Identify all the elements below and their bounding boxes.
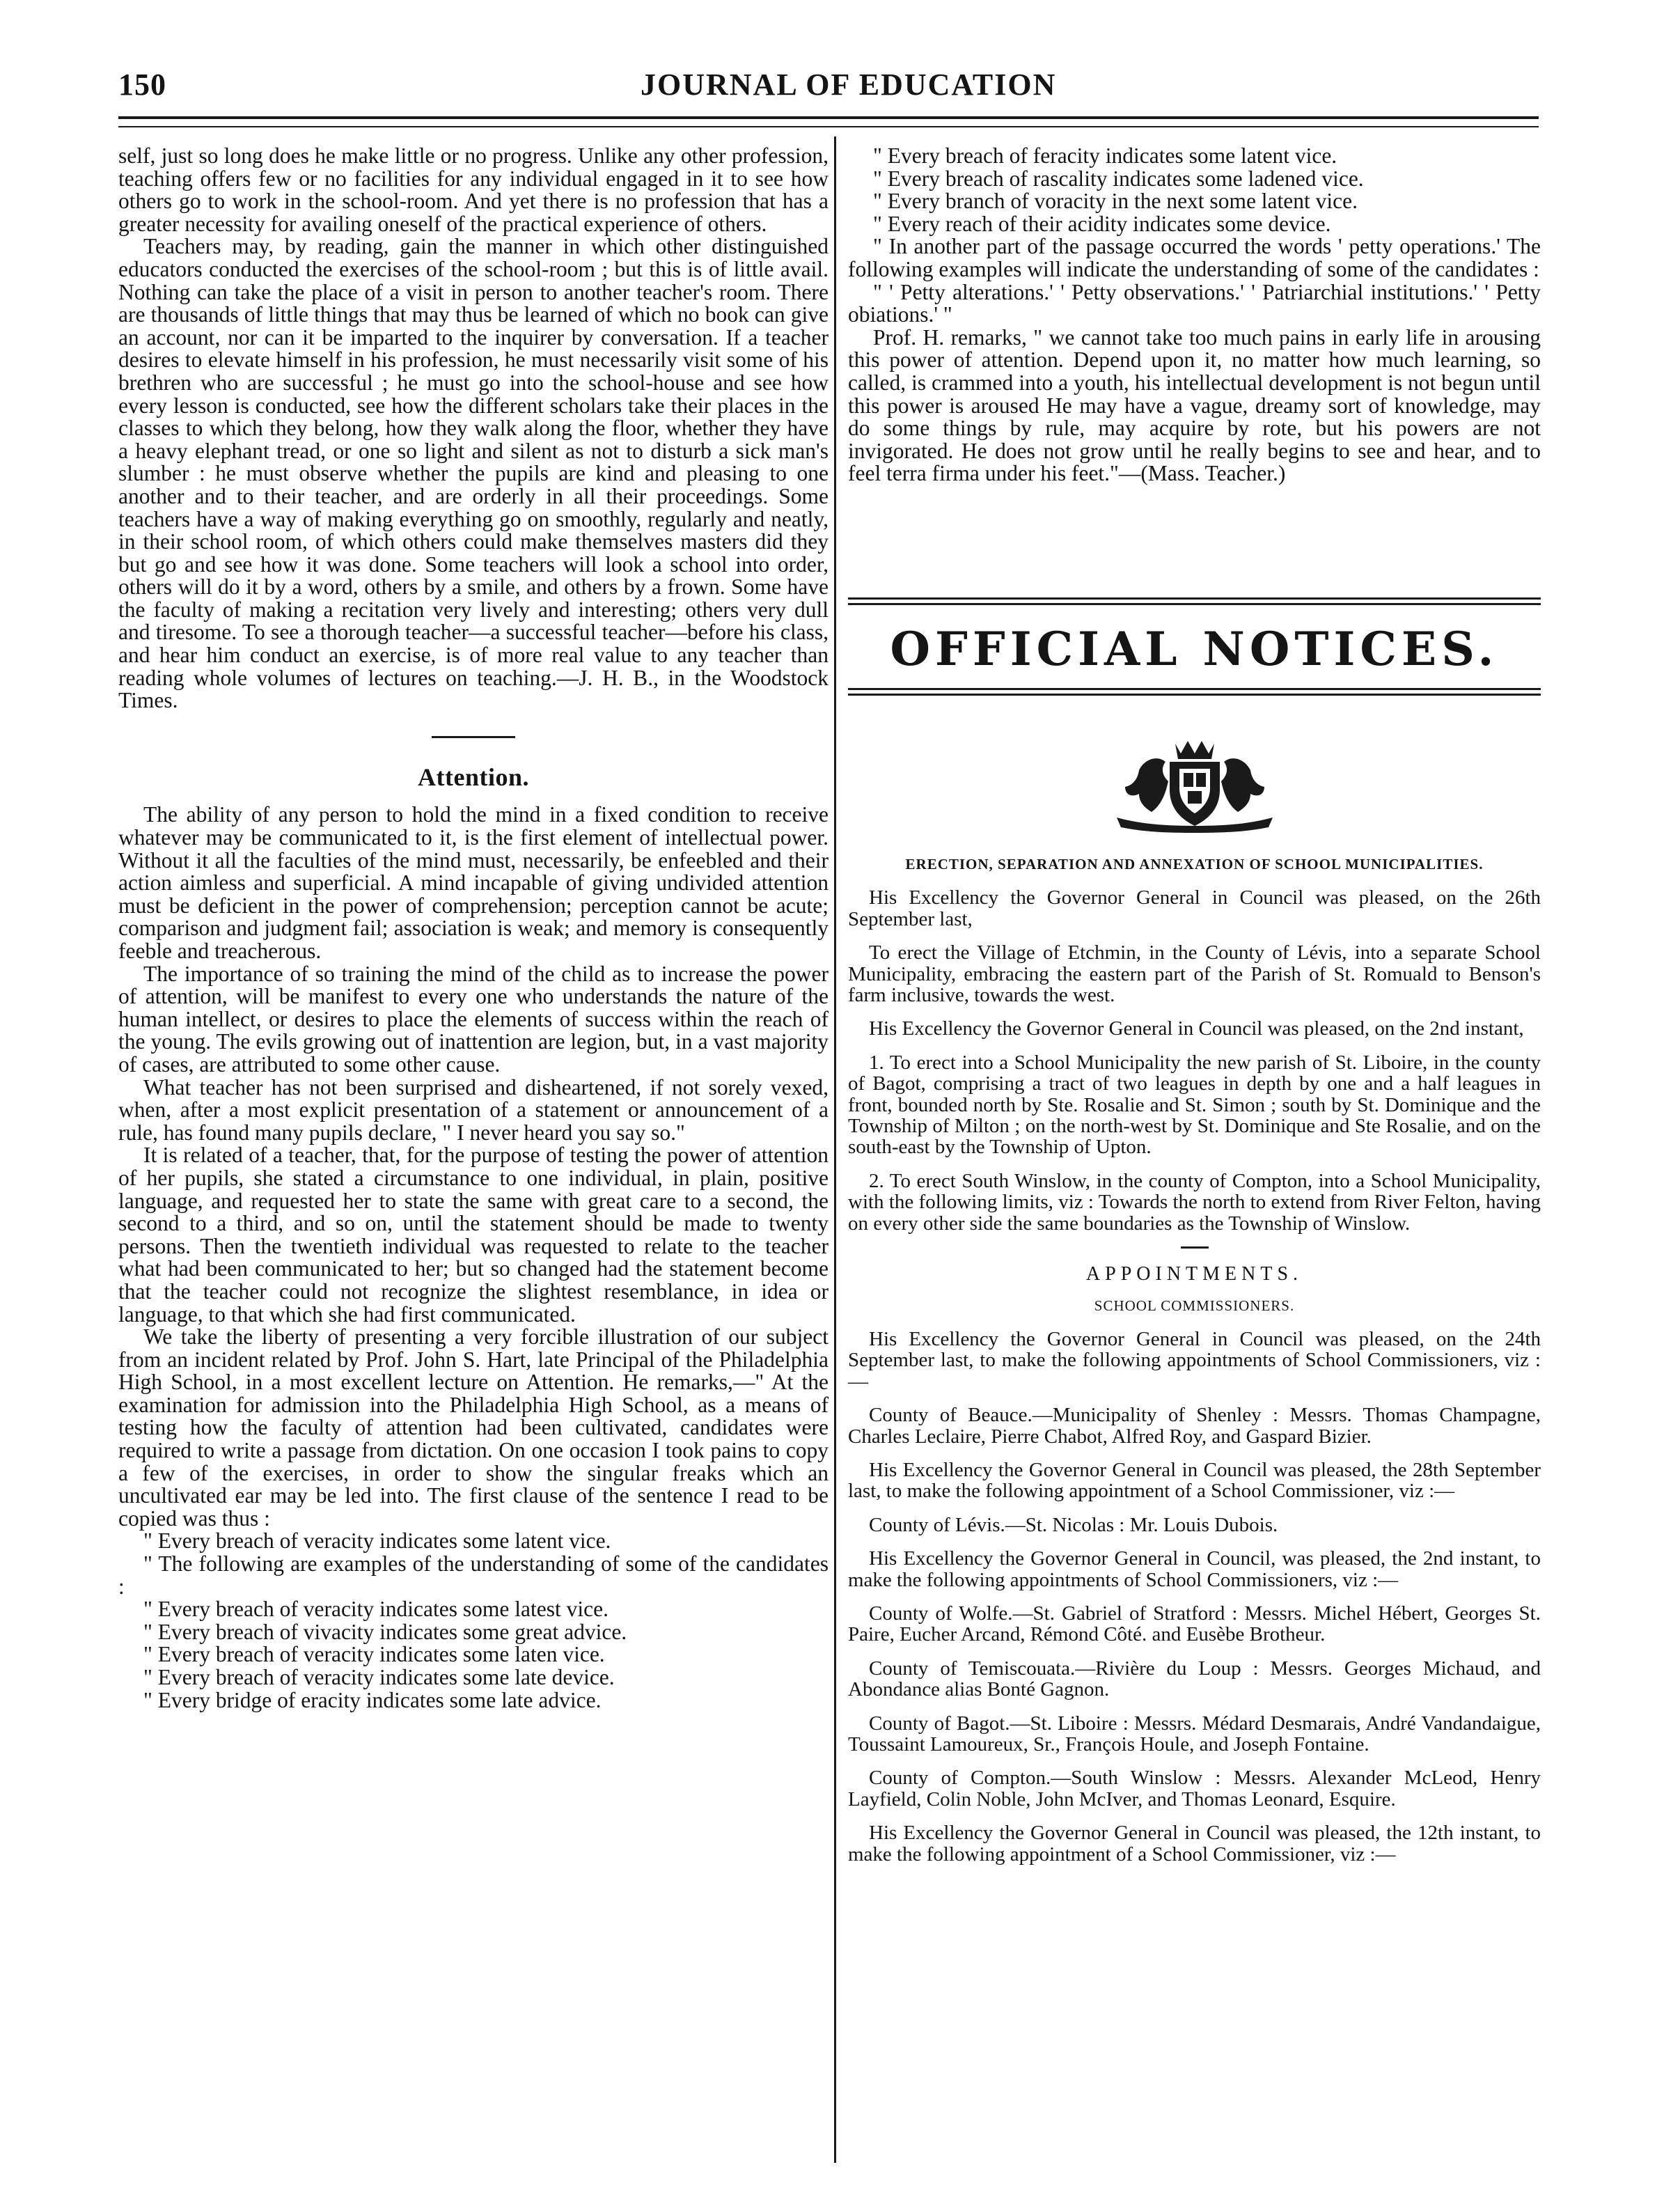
notices-rule-bottom bbox=[848, 688, 1541, 690]
left-column bbox=[118, 145, 829, 1712]
running-head: JOURNAL OF EDUCATION bbox=[641, 68, 1057, 102]
notices-rule-top bbox=[848, 597, 1541, 600]
attention-paragraph: The ability of any person to hold the mind in a fixed condition to receive whatever may be communicated to it, is the first element of intellectual power. Without it all the faculties of the mind must, necessarily, be enfeebled and their action aimless and superficial. A mind incapable of giving undivided attention must be deficient in the power of comprehension; perception cannot be acute; comparison and judgment fail; association is weak; and memory is consequently feeble and treacherous. bbox=[118, 802, 829, 963]
attention-paragraph: It is related of a teacher, that, for the purpose of testing the power of attention of her pupils, she stated a circumstance to one individual, in plain, positive language, and requested her to state the same with great care to a second, the second to a third, and so on, until the statement should be made to twenty persons. Then the twentieth individual was requested to relate to the teacher what had been communicated to her; but so changed had the statement become that the teacher could not recognize the slightest resemblance, in idea or language, to that which she had first communicated. bbox=[118, 1143, 829, 1327]
appointment-paragraph: County of Lévis.—St. Nicolas : Mr. Louis Dubois. bbox=[869, 1513, 1278, 1536]
attention-paragraph: " The following are examples of the understanding of some of the candidates : bbox=[118, 1551, 829, 1599]
section-divider bbox=[1181, 1246, 1209, 1249]
attention-paragraph: " Every breach of veracity indicates some latent vice. bbox=[143, 1528, 611, 1554]
page-number: 150 bbox=[118, 68, 166, 102]
attention-paragraph: What teacher has not been surprised and disheartened, if not sorely vexed, when, after a most explicit presentation of a statement or announcement of a rule, has found many pupils declare, " I never heard you say so." bbox=[118, 1074, 829, 1145]
quoted-line: " Every branch of voracity in the next some latent vice. bbox=[873, 189, 1358, 214]
notice-paragraph: To erect the Village of Etchmin, in the County of Lévis, into a separate School Municipality, embracing the eastern part of the Parish of St. Romuald to Benson's farm inclusive, towards the west. bbox=[848, 941, 1541, 1007]
appointment-paragraph: County of Wolfe.—St. Gabriel of Stratford : Messrs. Michel Hébert, Georges St. Paire, Eucher Arcand, Rémond Côté. and Eusèbe Brotheur. bbox=[848, 1602, 1541, 1646]
notices-rule-top bbox=[848, 603, 1541, 605]
attention-heading: Attention. bbox=[418, 762, 529, 791]
right-column-top bbox=[848, 145, 1541, 485]
official-notices-heading: OFFICIAL NOTICES. bbox=[890, 622, 1499, 676]
continuation-paragraph: Prof. H. remarks, " we cannot take too much pains in early life in arousing this power of attention. Depend upon it, no matter how much learning, so called, is crammed into a youth, his intellectual development is not begun until this power is aroused He may have a vague, dreamy sort of knowledge, may do some things by rule, may acquire by rote, but his powers are not invigorated. He does not grow until he really begins to see and hear, and to feel terra firma under his feet."—(Mass. Teacher.) bbox=[848, 324, 1541, 486]
quoted-line: " Every bridge of eracity indicates some late advice. bbox=[143, 1687, 602, 1712]
commissioners-subheading: SCHOOL COMMISSIONERS. bbox=[1094, 1297, 1295, 1314]
notice-paragraph: His Excellency the Governor General in Council was pleased, on the 2nd instant, bbox=[869, 1017, 1524, 1040]
header-rule-thin bbox=[118, 126, 1539, 127]
section-divider bbox=[432, 736, 515, 738]
quoted-line: " Every breach of rascality indicates some ladened vice. bbox=[873, 166, 1364, 191]
attention-paragraph: We take the liberty of presenting a very forcible illustration of our subject from an incident related by Prof. John S. Hart, late Principal of the Philadelphia High School, in a most excellent lecture on Attention. He remarks,—" At the examination for admission into the Philadelphia High School, as a means of testing how the faculty of attention had been cultivated, candidates were required to write a passage from dictation. On one occasion I took pains to copy a few of the exercises, in order to show the singular freaks which an uncultivated ear may be led into. The first clause of the sentence I read to be copied was thus : bbox=[118, 1324, 829, 1531]
notice-paragraph: His Excellency the Governor General in Council was pleased, on the 26th September last, bbox=[848, 886, 1541, 930]
right-column-notices bbox=[848, 854, 1541, 1877]
quoted-line: " Every breach of veracity indicates some latest vice. bbox=[143, 1597, 609, 1622]
notices-rule-bottom bbox=[848, 694, 1541, 696]
quoted-line: " Every reach of their acidity indicates some device. bbox=[873, 211, 1331, 236]
intro-paragraph: Teachers may, by reading, gain the manner in which other distinguished educators conducted the exercises of the school-room ; but this is of little avail. Nothing can take the place of a visit in person to another teacher's room. There are thousands of little things that may thus be learned of which no book can give an account, nor can it be imparted to the inquirer by conversation. If a teacher desires to elevate himself in his profession, he must necessarily visit some of his brethren who are successful ; he must go into the school-house and see how every lesson is conducted, see how the different scholars take their places in the classes to which they belong, how they walk along the floor, whether they have a heavy elephant tread, or one so light and silent as not to disturb a sick man's slumber : he must observe whether the pupils are kind and pleasing to one another and to their teacher, and are orderly in all their proceedings. Some teachers have a way of making everything go on smoothly, regularly and neatly, in their school room, of which others could make themselves masters did they but go and see how it was done. Some teachers will look a school into order, others will do it by a word, others by a smile, and others by a frown. Some have the faculty of making a recitation very lively and interesting; others very dull and tiresome. To see a thorough teacher—a successful teacher—before his class, and hear him conduct an exercise, is of more real value to any teacher than reading whole volumes of lectures on teaching.—J. H. B., in the Woodstock Times. bbox=[118, 234, 829, 713]
appointment-paragraph: His Excellency the Governor General in Council was pleased, on the 24th September last, to make the following appointments of School Commissioners, viz :— bbox=[848, 1327, 1541, 1393]
appointment-paragraph: His Excellency the Governor General in Council, was pleased, the 2nd instant, to make the following appointments of School Commissioners, viz :— bbox=[848, 1547, 1541, 1591]
appointment-paragraph: His Excellency the Governor General in Council was pleased, the 12th instant, to make the following appointment of a School Commissioner, viz :— bbox=[848, 1822, 1541, 1866]
appointment-paragraph: His Excellency the Governor General in Council was pleased, the 28th September last, to make the following appointment of a School Commissioner, viz :— bbox=[848, 1458, 1541, 1503]
attention-paragraph: The importance of so training the mind of the child as to increase the power of attention, will be manifest to every one who understands the nature of the human intellect, or desires to place the elements of success within the reach of the young. The evils growing out of inattention are legion, but, in a vast majority of cases, are attributed to some other cause. bbox=[118, 961, 829, 1077]
quoted-line: " Every breach of feracity indicates some latent vice. bbox=[873, 143, 1337, 168]
quoted-line: " Every breach of veracity indicates some late device. bbox=[143, 1665, 615, 1689]
appointment-paragraph: County of Beauce.—Municipality of Shenley : Messrs. Thomas Champagne, Charles Leclaire, Pierre Chabot, Alfred Roy, and Gaspard Bizier. bbox=[848, 1404, 1541, 1448]
continuation-paragraph: " ' Petty alterations.' ' Petty observations.' ' Patriarchial institutions.' ' Petty obiations.' " bbox=[848, 279, 1541, 327]
notice-paragraph: 2. To erect South Winslow, in the county of Compton, into a School Municipality, with the following limits, viz : Towards the north to extend from River Felton, having on every other side the same boundaries as the Township of Winslow. bbox=[848, 1169, 1541, 1235]
quoted-line: " Every breach of vivacity indicates some great advice. bbox=[143, 1619, 627, 1644]
erection-heading: ERECTION, SEPARATION AND ANNEXATION OF SCHOOL MUNICIPALITIES. bbox=[905, 856, 1484, 873]
quoted-line: " Every breach of veracity indicates some laten vice. bbox=[143, 1642, 605, 1667]
header-rule-thick bbox=[118, 116, 1539, 119]
continuation-paragraph: " In another part of the passage occurred the words ' petty operations.' The following examples will indicate the understanding of some of the candidates : bbox=[848, 234, 1541, 281]
notice-paragraph: 1. To erect into a School Municipality the new parish of St. Liboire, in the county of Bagot, comprising a tract of two leagues in depth by one and a half leagues in front, bounded north by Ste. Rosalie and St. Simon ; south by St. Dominique and the Township of Milton ; on the north-west by St. Dominique and Ste Rosalie, and on the south-east by the Township of Upton. bbox=[848, 1051, 1541, 1159]
appointment-paragraph: County of Temiscouata.—Rivière du Loup : Messrs. Georges Michaud, and Abondance alias Bonté Gagnon. bbox=[848, 1657, 1541, 1701]
royal-coat-of-arms-icon bbox=[1111, 738, 1278, 833]
appointment-paragraph: County of Bagot.—St. Liboire : Messrs. Médard Desmarais, André Vandandaigue, Toussaint Lamoureux, Sr., François Houle, and Joseph Fontaine. bbox=[848, 1712, 1541, 1755]
intro-paragraph: self, just so long does he make little or no progress. Unlike any other profession, teaching offers few or no facilities for any individual engaged in it to see how others go to work in the school-room. And yet there is no profession that has a greater necessity for availing oneself of the practical experience of others. bbox=[118, 143, 829, 236]
column-divider bbox=[834, 136, 836, 2163]
appointments-heading: APPOINTMENTS. bbox=[1085, 1263, 1303, 1285]
appointment-paragraph: County of Compton.—South Winslow : Messrs. Alexander McLeod, Henry Layfield, Colin Noble, John McIver, and Thomas Leonard, Esquire. bbox=[848, 1767, 1541, 1810]
